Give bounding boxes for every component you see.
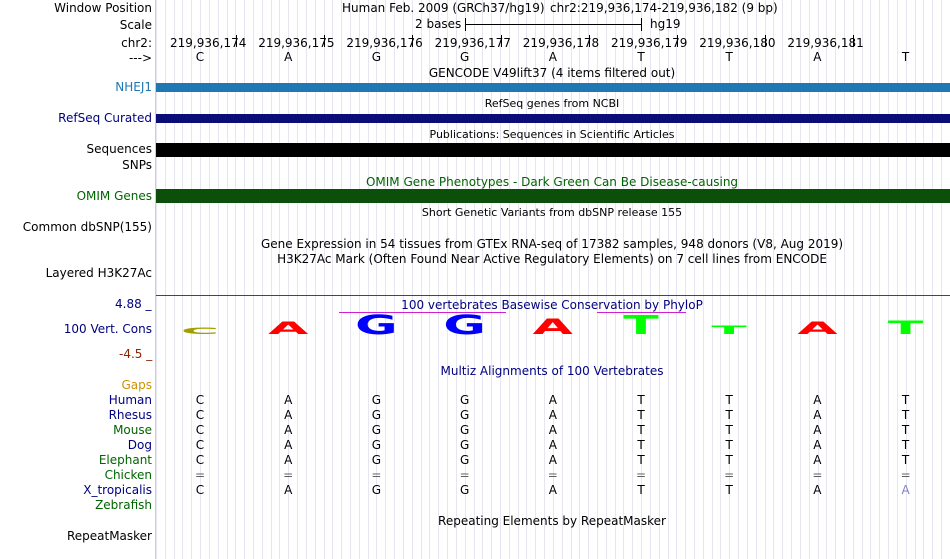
species-label[interactable]: Zebrafish — [95, 498, 152, 512]
species-base: T — [637, 453, 645, 467]
refseq-gene-bar[interactable] — [156, 114, 950, 123]
base-letter: A — [813, 50, 822, 64]
ruler-tick — [677, 35, 678, 47]
cons-max-label: 4.88 _ — [115, 297, 152, 311]
cons-logo-letter: A — [532, 314, 573, 340]
ruler-position: 219,936,175 — [258, 36, 335, 50]
ruler-tick — [765, 35, 766, 47]
species-base: C — [195, 453, 205, 467]
species-base: T — [901, 423, 910, 437]
scale-label: Scale — [119, 18, 152, 32]
ruler-tick — [853, 35, 854, 47]
species-base: G — [459, 438, 470, 452]
gtex-track-title[interactable]: Gene Expression in 54 tissues from GTEx RNA-seq of 17382 samples, 948 donors (V8, Aug 2019) — [260, 237, 844, 251]
species-base: T — [725, 483, 733, 497]
ruler-position: 219,936,176 — [346, 36, 423, 50]
species-base: C — [195, 408, 205, 422]
scale-bar — [465, 18, 642, 31]
chrom-label: chr2: — [121, 36, 152, 50]
cons-label[interactable]: 100 Vert. Cons — [63, 322, 152, 336]
species-base: T — [725, 393, 733, 407]
species-base: T — [637, 408, 645, 422]
species-base: G — [459, 393, 470, 407]
species-base: A — [548, 483, 557, 497]
nhej1-gene-bar[interactable] — [156, 83, 950, 92]
species-base: G — [371, 393, 382, 407]
species-base: G — [371, 408, 382, 422]
species-base: A — [284, 453, 293, 467]
species-base: A — [813, 483, 822, 497]
species-base: A — [813, 408, 822, 422]
gencode-track-title[interactable]: GENCODE V49lift37 (4 items filtered out) — [428, 66, 676, 80]
base-letter: T — [901, 50, 910, 64]
species-label[interactable]: Dog — [127, 438, 152, 452]
species-base: G — [459, 453, 470, 467]
species-base: A — [284, 483, 293, 497]
base-letter: A — [548, 50, 557, 64]
cons-logo-letter: G — [443, 309, 486, 341]
dbsnp-label[interactable]: Common dbSNP(155) — [22, 220, 152, 234]
species-base: = — [283, 468, 294, 482]
species-base: A — [548, 453, 557, 467]
species-base: A — [548, 408, 557, 422]
species-base: T — [901, 408, 910, 422]
base-letter: T — [637, 50, 645, 64]
position-text: chr2:219,936,174-219,936,182 (9 bp) — [550, 1, 778, 15]
cons-logo-letter: T — [623, 310, 659, 341]
sequences-label[interactable]: Sequences — [86, 142, 152, 156]
scale-db: hg19 — [650, 17, 681, 31]
cons-track-title[interactable]: 100 vertebrates Basewise Conservation by PhyloP — [401, 298, 703, 312]
window-position-label: Window Position — [54, 1, 152, 15]
species-base: A — [284, 438, 293, 452]
species-base: T — [637, 393, 645, 407]
ruler-tick — [412, 35, 413, 47]
species-base: A — [284, 408, 293, 422]
species-base: T — [725, 408, 733, 422]
species-base: T — [725, 423, 733, 437]
species-base: A — [901, 483, 910, 497]
dbsnp-track-title[interactable]: Short Genetic Variants from dbSNP release 155 — [421, 206, 683, 219]
species-base: G — [459, 483, 470, 497]
ruler-position: 219,936,177 — [434, 36, 511, 50]
snps-label[interactable]: SNPs — [122, 158, 152, 172]
assembly-text: Human Feb. 2009 (GRCh37/hg19) — [342, 1, 545, 15]
ruler-position: 219,936,178 — [522, 36, 600, 50]
species-label[interactable]: X_tropicalis — [83, 483, 152, 497]
species-base: C — [195, 423, 205, 437]
species-base: A — [548, 438, 557, 452]
species-base: A — [813, 423, 822, 437]
species-base: A — [284, 423, 293, 437]
species-base: = — [900, 468, 911, 482]
gaps-label[interactable]: Gaps — [121, 378, 152, 392]
h3k27-track-title[interactable]: H3K27Ac Mark (Often Found Near Active Regulatory Elements) on 7 cell lines from ENCODE — [277, 252, 827, 266]
species-base: T — [725, 438, 733, 452]
species-base: = — [459, 468, 470, 482]
ruler-position: 219,936,180 — [699, 36, 776, 50]
nhej1-label[interactable]: NHEJ1 — [115, 80, 152, 94]
species-base: A — [548, 393, 557, 407]
species-base: = — [371, 468, 382, 482]
base-letter: T — [725, 50, 733, 64]
multiz-track-title[interactable]: Multiz Alignments of 100 Vertebrates — [440, 364, 664, 378]
species-label[interactable]: Rhesus — [108, 408, 152, 422]
sequences-bar[interactable] — [156, 143, 950, 157]
species-label[interactable]: Human — [108, 393, 152, 407]
omim-track-title[interactable]: OMIM Gene Phenotypes - Dark Green Can Be Disease-causing — [365, 175, 739, 189]
omim-bar[interactable] — [156, 189, 950, 203]
species-base: = — [547, 468, 558, 482]
species-base: A — [813, 438, 822, 452]
species-base: A — [813, 453, 822, 467]
ruler-tick — [324, 35, 325, 47]
species-label[interactable]: Elephant — [98, 453, 152, 467]
species-label[interactable]: Chicken — [104, 468, 152, 482]
base-letter: G — [459, 50, 470, 64]
ruler-position: 219,936,174 — [170, 36, 247, 50]
species-label[interactable]: Mouse — [113, 423, 152, 437]
cons-logo-letter: T — [887, 317, 924, 339]
omim-label[interactable]: OMIM Genes — [76, 189, 152, 203]
cons-min-label: -4.5 _ — [119, 347, 153, 361]
ruler-position: 219,936,179 — [611, 36, 688, 50]
species-base: = — [635, 468, 647, 482]
pubs-track-title[interactable]: Publications: Sequences in Scientific Articles — [429, 128, 675, 141]
species-base: A — [813, 393, 822, 407]
ruler-position: 219,936,181 — [787, 36, 864, 50]
species-base: G — [459, 408, 470, 422]
species-base: G — [371, 483, 382, 497]
species-base: T — [637, 483, 645, 497]
cons-logo-letter: T — [711, 323, 747, 337]
cons-logo-letter: A — [268, 318, 309, 339]
refseq-track-title[interactable]: RefSeq genes from NCBI — [484, 97, 620, 110]
scale-text: 2 bases — [415, 17, 462, 31]
base-letter: A — [284, 50, 293, 64]
species-base: T — [637, 423, 645, 437]
species-base: T — [901, 453, 910, 467]
species-base: C — [195, 483, 205, 497]
species-base: G — [459, 423, 470, 437]
species-base: C — [195, 393, 205, 407]
species-base: A — [284, 393, 293, 407]
species-base: G — [371, 453, 382, 467]
species-base: T — [637, 438, 645, 452]
cons-logo-letter: G — [355, 309, 398, 341]
strand-label: ---> — [128, 51, 152, 65]
species-base: = — [724, 468, 735, 482]
cons-logo-letter: A — [797, 318, 838, 339]
repeat-label[interactable]: RepeatMasker — [66, 529, 152, 543]
species-base: T — [901, 393, 910, 407]
ruler-tick — [589, 35, 590, 47]
species-base: = — [812, 468, 823, 482]
species-base: G — [371, 423, 382, 437]
species-base: T — [725, 453, 733, 467]
species-base: A — [548, 423, 557, 437]
refseq-label[interactable]: RefSeq Curated — [58, 111, 152, 125]
h3k27-label[interactable]: Layered H3K27Ac — [45, 266, 152, 280]
ruler-tick — [501, 35, 502, 47]
species-base: = — [194, 468, 206, 482]
repeat-track-title[interactable]: Repeating Elements by RepeatMasker — [438, 514, 666, 528]
ruler-tick — [236, 35, 237, 47]
base-letter: G — [371, 50, 382, 64]
cons-logo[interactable] — [156, 296, 950, 358]
base-letter: C — [195, 50, 205, 64]
species-base: C — [195, 438, 205, 452]
species-base: T — [901, 438, 910, 452]
species-base: G — [371, 438, 382, 452]
cons-logo-letter: C — [180, 325, 220, 337]
